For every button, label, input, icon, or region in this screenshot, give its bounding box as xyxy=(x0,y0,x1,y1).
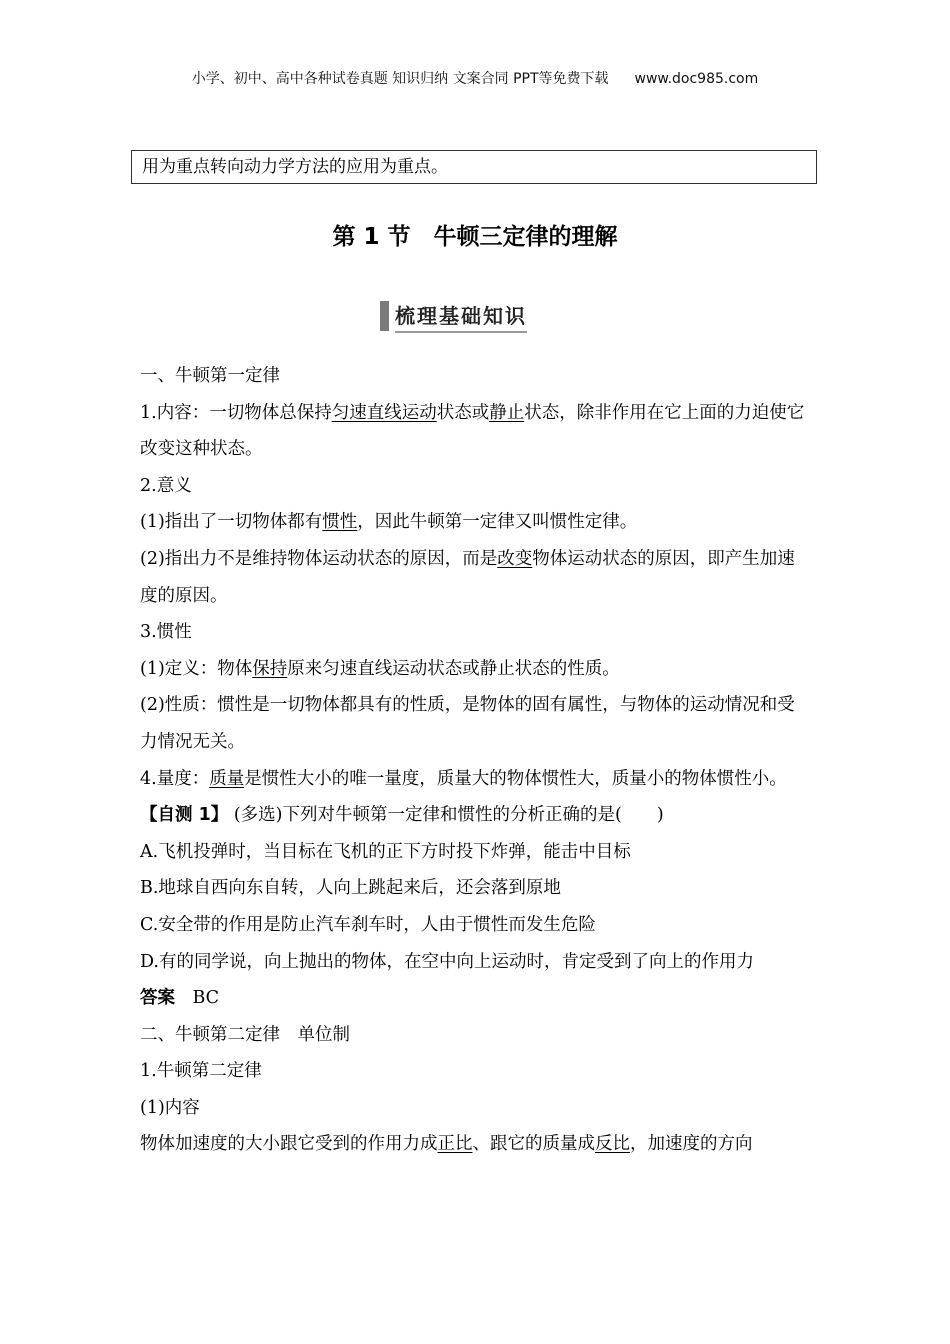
section-title: 第 1 节 牛顿三定律的理解 xyxy=(332,224,618,250)
option-a: A.飞机投弹时，当目标在飞机的正下方时投下炸弹，能击中目标 xyxy=(140,841,631,862)
meaning-point-2: (2)指出力不是维持物体运动状态的原因，而是改变物体运动状态的原因，即产生加速度的原因。 xyxy=(140,548,795,606)
meaning-point-1: (1)指出了一切物体都有惯性，因此牛顿第一定律又叫惯性定律。 xyxy=(140,512,638,533)
page-header xyxy=(0,68,950,88)
heading-meaning: 2.意义 xyxy=(140,475,192,496)
selftest-question: 【自测 1】 (多选)下列对牛顿第一定律和惯性的分析正确的是( ) xyxy=(140,805,664,826)
blank-answer: 匀速直线运动 xyxy=(331,402,437,423)
blank-answer: 正比 xyxy=(437,1134,473,1155)
header-url[interactable]: www.doc985.com xyxy=(634,71,759,87)
blank-answer: 质量 xyxy=(209,768,245,789)
answer-line xyxy=(140,980,812,1017)
blank-answer: 静止 xyxy=(489,402,525,423)
selftest-label: 【自测 1】 xyxy=(140,805,229,826)
option-c: C.安全带的作用是防止汽车刹车时，人由于惯性而发生危险 xyxy=(140,914,596,935)
option-b: B.地球自西向东自转，人向上跳起来后，还会落到原地 xyxy=(140,878,561,899)
banner-bar xyxy=(380,301,389,331)
second-law-body: 物体加速度的大小跟它受到的作用力成正比、跟它的质量成反比，加速度的方向 xyxy=(140,1134,753,1155)
answer-value: BC xyxy=(175,988,220,1009)
answer-label: 答案 xyxy=(140,988,175,1009)
inertia-definition: (1)定义：物体保持原来匀速直线运动状态或静止状态的性质。 xyxy=(140,658,620,679)
heading-first-law: 一、牛顿第一定律 xyxy=(140,366,280,386)
section-banner xyxy=(380,300,570,332)
blank-answer: 保持 xyxy=(252,658,288,679)
document-body xyxy=(140,358,812,1163)
heading-second-law: 二、牛顿第二定律 单位制 xyxy=(140,1024,350,1045)
option-d: D.有的同学说，向上抛出的物体，在空中向上运动时，肯定受到了向上的作用力 xyxy=(140,951,754,972)
heading-inertia: 3.惯性 xyxy=(140,622,192,643)
header-text: 小学、初中、高中各种试卷真题 知识归纳 文案合同 PPT等免费下载 xyxy=(191,71,609,87)
first-law-content: 1.内容：一切物体总保持匀速直线运动状态或静止状态，除非作用在它上面的力迫使它改变这种状态。 xyxy=(140,402,805,460)
boxed-note: 用为重点转向动力学方法的应用为重点。 xyxy=(131,150,817,184)
inertia-property: (2)性质：惯性是一切物体都具有的性质，是物体的固有属性，与物体的运动情况和受力情况无关。 xyxy=(140,695,795,752)
blank-answer: 改变 xyxy=(497,548,533,569)
second-law-item: 1.牛顿第二定律 xyxy=(140,1061,262,1082)
blank-answer: 惯性 xyxy=(322,512,358,533)
blank-answer: 反比 xyxy=(595,1134,630,1155)
second-law-content-heading: (1)内容 xyxy=(140,1097,200,1118)
banner-text: 梳理基础知识 xyxy=(395,300,527,333)
inertia-measure: 4.量度：质量是惯性大小的唯一量度，质量大的物体惯性大，质量小的物体惯性小。 xyxy=(140,768,787,789)
